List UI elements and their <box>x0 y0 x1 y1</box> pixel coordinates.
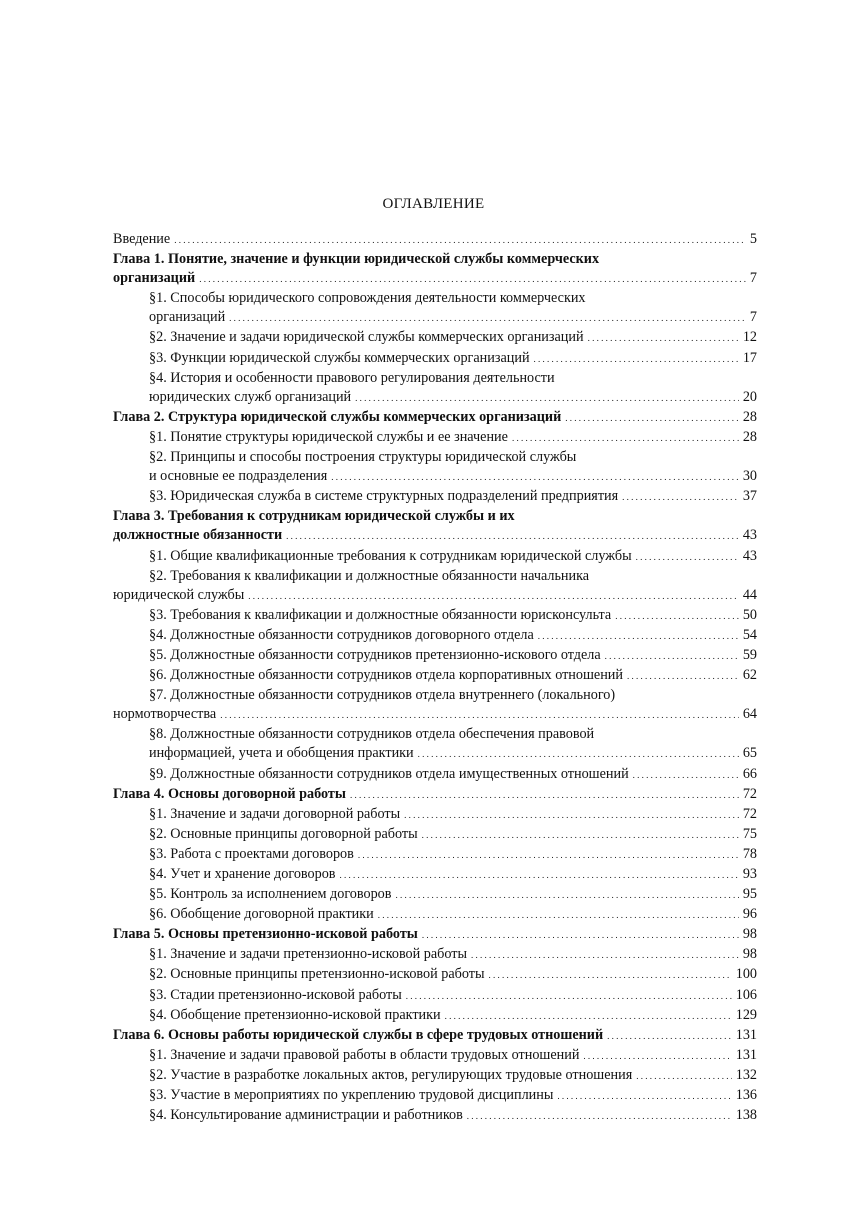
dot-leader <box>229 308 746 328</box>
dot-leader <box>286 526 739 546</box>
dot-leader <box>445 1006 732 1026</box>
toc-entry-text: §1. Понятие структуры юридической службы и ее значение <box>149 428 508 445</box>
toc-entry-leader-line <box>149 328 757 348</box>
toc-entry-leader-line <box>113 925 757 945</box>
toc-page-number: 50 <box>742 606 757 623</box>
toc-entry-leader-line <box>113 705 757 725</box>
toc-chapter-entry <box>113 785 757 805</box>
toc-entry-leader-line <box>113 586 757 606</box>
dot-leader <box>605 646 739 666</box>
dot-leader <box>199 269 746 289</box>
toc-entry-text: §4. Консультирование администрации и работников <box>149 1107 463 1124</box>
toc-entry-leader-line <box>149 487 757 507</box>
toc-entry-text-line: §2. Принципы и способы построения структуры юридической службы <box>149 449 577 466</box>
toc-entry-leader-line <box>149 744 757 764</box>
toc-entry-text: Глава 5. Основы претензионно-исковой работы <box>113 926 418 943</box>
toc-page-number: 30 <box>742 468 757 485</box>
toc-page-number: 28 <box>742 408 757 425</box>
dot-leader <box>406 986 732 1006</box>
toc-entry-leader-line <box>149 885 757 905</box>
toc-page-number: 5 <box>749 231 757 247</box>
toc-entry-text: §4. Обобщение претензионно-исковой практики <box>149 1006 441 1023</box>
toc-entry-text-line: §2. Требования к квалификации и должностные обязанности начальника <box>149 567 590 584</box>
toc-section-entry <box>113 885 757 905</box>
toc-page-number: 100 <box>735 966 757 983</box>
toc-page-number: 96 <box>742 906 757 923</box>
dot-leader <box>340 865 739 885</box>
toc-page-number: 98 <box>742 926 757 943</box>
toc-entry-text-line: §4. История и особенности правового регулирования деятельности <box>149 369 555 386</box>
dot-leader <box>512 428 739 448</box>
dot-leader <box>404 805 739 825</box>
toc-page-number: 7 <box>749 309 757 326</box>
dot-leader <box>534 349 739 369</box>
toc-page-number: 43 <box>742 547 757 564</box>
toc-page-number: 17 <box>742 349 757 366</box>
toc-section-entry <box>113 965 757 985</box>
toc-entry-leader-line <box>149 965 757 985</box>
dot-leader <box>378 905 739 925</box>
dot-leader <box>583 1046 731 1066</box>
dot-leader <box>633 765 739 785</box>
toc-entry-text: организаций <box>149 309 226 326</box>
toc-entry-text: §5. Контроль за исполнением договоров <box>149 886 392 903</box>
toc-entry-text: §3. Работа с проектами договоров <box>149 845 354 862</box>
toc-entry-text: и основные ее подразделения <box>149 468 328 485</box>
toc-entry-leader-line <box>149 626 757 646</box>
toc-entry-leader-line <box>149 945 757 965</box>
toc-page-number: 20 <box>742 388 757 405</box>
toc-entry-leader-line <box>149 905 757 925</box>
toc-entry-text: §3. Требования к квалификации и должностные обязанности юрисконсульта <box>149 606 612 623</box>
toc-entry-text: нормотворчества <box>113 706 217 723</box>
dot-leader <box>588 328 739 348</box>
toc-entry-text: Глава 6. Основы работы юридической службы в сфере трудовых отношений <box>113 1026 604 1043</box>
toc-page-number: 75 <box>742 825 757 842</box>
toc-page-number: 66 <box>742 765 757 782</box>
toc-page-number: 12 <box>742 329 757 346</box>
dot-leader <box>358 845 739 865</box>
toc-entry-leader-line <box>113 526 757 546</box>
toc-entry-leader-line <box>149 1006 757 1026</box>
toc-entry-text: §3. Стадии претензионно-исковой работы <box>149 986 402 1003</box>
dot-leader <box>622 487 739 507</box>
toc-entry-text: §2. Основные принципы претензионно-исковой работы <box>149 966 485 983</box>
toc-entry-text-line: §8. Должностные обязанности сотрудников отдела обеспечения правовой <box>149 726 595 743</box>
toc-entry-leader-line <box>149 805 757 825</box>
toc-section-entry <box>113 289 757 328</box>
toc-entry-text: информацией, учета и обобщения практики <box>149 745 414 762</box>
toc-page-number: 78 <box>742 845 757 862</box>
toc-entry-text-line: Глава 1. Понятие, значение и функции юридической службы коммерческих <box>113 251 600 268</box>
toc-entry-leader-line <box>149 1066 757 1086</box>
dot-leader <box>607 1026 732 1046</box>
toc-page-number: 93 <box>742 866 757 882</box>
table-of-contents <box>113 230 757 1126</box>
toc-page-number: 131 <box>735 1046 757 1063</box>
toc-entry-text: §1. Значение и задачи правовой работы в области трудовых отношений <box>149 1046 580 1063</box>
toc-entry-leader-line <box>149 1046 757 1066</box>
toc-chapter-entry <box>113 250 757 289</box>
toc-entry-text: Глава 4. Основы договорной работы <box>113 785 346 802</box>
dot-leader <box>489 965 732 985</box>
toc-page-number: 131 <box>735 1026 757 1043</box>
toc-page-number: 106 <box>735 986 757 1003</box>
toc-entry-text: Введение <box>113 231 171 247</box>
toc-section-entry <box>113 448 757 487</box>
toc-entry-leader-line <box>149 1106 757 1126</box>
toc-entry-leader-line <box>149 845 757 865</box>
toc-page-number: 43 <box>742 527 757 544</box>
dot-leader <box>467 1106 732 1126</box>
toc-entry-text-line: §7. Должностные обязанности сотрудников отдела внутреннего (локального) <box>149 687 616 704</box>
toc-chapter-entry <box>113 1026 757 1046</box>
toc-section-entry <box>113 725 757 764</box>
toc-section-entry <box>113 1066 757 1086</box>
toc-section-entry <box>113 805 757 825</box>
toc-page-number: 62 <box>742 667 757 684</box>
toc-entry-leader-line <box>149 308 757 328</box>
toc-entry-leader-line <box>113 269 757 289</box>
toc-entry-text: §3. Функции юридической службы коммерческих организаций <box>149 349 530 366</box>
dot-leader <box>418 744 739 764</box>
toc-entry-text: §4. Должностные обязанности сотрудников договорного отдела <box>149 626 534 643</box>
toc-section-entry <box>113 845 757 865</box>
toc-page-number: 64 <box>742 706 757 723</box>
toc-page-number: 59 <box>742 646 757 663</box>
dot-leader <box>395 885 738 905</box>
toc-entry-leader-line <box>113 1026 757 1046</box>
toc-section-entry <box>113 1086 757 1106</box>
toc-section-entry <box>113 349 757 369</box>
toc-section-entry <box>113 1046 757 1066</box>
toc-entry-leader-line <box>149 428 757 448</box>
toc-entry-leader-line <box>113 785 757 805</box>
dot-leader <box>355 388 739 408</box>
toc-page-number: 95 <box>742 886 757 903</box>
dot-leader <box>422 925 739 945</box>
toc-chapter-entry <box>113 507 757 546</box>
dot-leader <box>565 408 739 428</box>
toc-page-number: 98 <box>742 946 757 963</box>
toc-page-number: 65 <box>742 745 757 762</box>
dot-leader <box>627 666 739 686</box>
toc-page-number: 129 <box>735 1006 757 1023</box>
dot-leader <box>220 705 739 725</box>
toc-entry-text: юридических служб организаций <box>149 388 352 405</box>
toc-section-entry <box>113 986 757 1006</box>
toc-entry-text: §5. Должностные обязанности сотрудников претензионно-искового отдела <box>149 646 601 663</box>
toc-entry-text: §2. Основные принципы договорной работы <box>149 825 418 842</box>
toc-page-number: 54 <box>742 626 757 643</box>
dot-leader <box>350 785 739 805</box>
toc-chapter-entry <box>113 408 757 428</box>
toc-entry-text: §6. Должностные обязанности сотрудников отдела корпоративных отношений <box>149 667 623 684</box>
toc-section-entry <box>113 905 757 925</box>
toc-entry-leader-line <box>113 230 757 250</box>
toc-section-entry <box>113 626 757 646</box>
toc-section-entry <box>113 666 757 686</box>
toc-section-entry <box>113 428 757 448</box>
toc-entry-leader-line <box>149 547 757 567</box>
toc-chapter-entry <box>113 925 757 945</box>
toc-entry-text: §3. Юридическая служба в системе структурных подразделений предприятия <box>149 488 619 505</box>
dot-leader <box>174 230 746 250</box>
toc-entry-leader-line <box>149 467 757 487</box>
toc-entry-text: должностные обязанности <box>113 527 283 544</box>
toc-entry <box>113 230 757 250</box>
toc-page-number: 132 <box>735 1066 757 1083</box>
toc-section-entry <box>113 945 757 965</box>
dot-leader <box>422 825 739 845</box>
dot-leader <box>615 606 739 626</box>
toc-entry-leader-line <box>149 865 757 885</box>
toc-page-number: 72 <box>742 785 757 802</box>
toc-entry-text: §2. Участие в разработке локальных актов, регулирующих трудовые отношения <box>149 1066 633 1083</box>
toc-entry-leader-line <box>149 986 757 1006</box>
toc-section-entry <box>113 765 757 785</box>
toc-entry-text: §1. Общие квалификационные требования к сотрудникам юридической службы <box>149 547 632 564</box>
toc-section-entry <box>113 606 757 626</box>
dot-leader <box>636 1066 731 1086</box>
toc-section-entry <box>113 567 757 606</box>
toc-entry-leader-line <box>113 408 757 428</box>
toc-entry-text: организаций <box>113 270 196 287</box>
toc-entry-leader-line <box>149 1086 757 1106</box>
dot-leader <box>636 547 739 567</box>
toc-entry-text: §1. Значение и задачи договорной работы <box>149 805 401 822</box>
page-title: ОГЛАВЛЕНИЕ <box>382 196 485 212</box>
toc-page-number: 44 <box>742 586 757 603</box>
dot-leader <box>248 586 739 606</box>
toc-entry-leader-line <box>149 825 757 845</box>
toc-section-entry <box>113 1006 757 1026</box>
toc-entry-text: §3. Участие в мероприятиях по укреплению трудовой дисциплины <box>149 1087 554 1104</box>
toc-page-number: 72 <box>742 805 757 822</box>
toc-section-entry <box>113 547 757 567</box>
dot-leader <box>471 945 739 965</box>
toc-page-number: 138 <box>735 1107 757 1124</box>
toc-entry-leader-line <box>149 666 757 686</box>
toc-entry-text: §9. Должностные обязанности сотрудников отдела имущественных отношений <box>149 765 629 782</box>
toc-page-number: 136 <box>735 1087 757 1104</box>
toc-page-number: 28 <box>742 428 757 445</box>
toc-section-entry <box>113 369 757 408</box>
toc-entry-text: §4. Учет и хранение договоров <box>149 866 336 882</box>
toc-section-entry <box>113 865 757 885</box>
dot-leader <box>557 1086 731 1106</box>
toc-section-entry <box>113 1106 757 1126</box>
toc-entry-leader-line <box>149 388 757 408</box>
dot-leader <box>331 467 739 487</box>
toc-entry-text: Глава 2. Структура юридической службы коммерческих организаций <box>113 408 562 425</box>
toc-entry-text: юридической службы <box>113 586 245 603</box>
toc-entry-leader-line <box>149 606 757 626</box>
toc-entry-leader-line <box>149 349 757 369</box>
toc-entry-leader-line <box>149 646 757 666</box>
toc-entry-text-line: §1. Способы юридического сопровождения деятельности коммерческих <box>149 290 586 307</box>
toc-entry-text: §1. Значение и задачи претензионно-исковой работы <box>149 946 468 963</box>
toc-section-entry <box>113 686 757 725</box>
toc-page-number: 7 <box>749 270 757 287</box>
toc-section-entry <box>113 825 757 845</box>
toc-section-entry <box>113 487 757 507</box>
dot-leader <box>538 626 739 646</box>
toc-page-number: 37 <box>742 488 757 505</box>
toc-entry-text: §6. Обобщение договорной практики <box>149 906 374 923</box>
toc-entry-text: §2. Значение и задачи юридической службы коммерческих организаций <box>149 329 584 346</box>
toc-section-entry <box>113 328 757 348</box>
toc-entry-leader-line <box>149 765 757 785</box>
toc-section-entry <box>113 646 757 666</box>
toc-entry-text-line: Глава 3. Требования к сотрудникам юридической службы и их <box>113 508 515 525</box>
